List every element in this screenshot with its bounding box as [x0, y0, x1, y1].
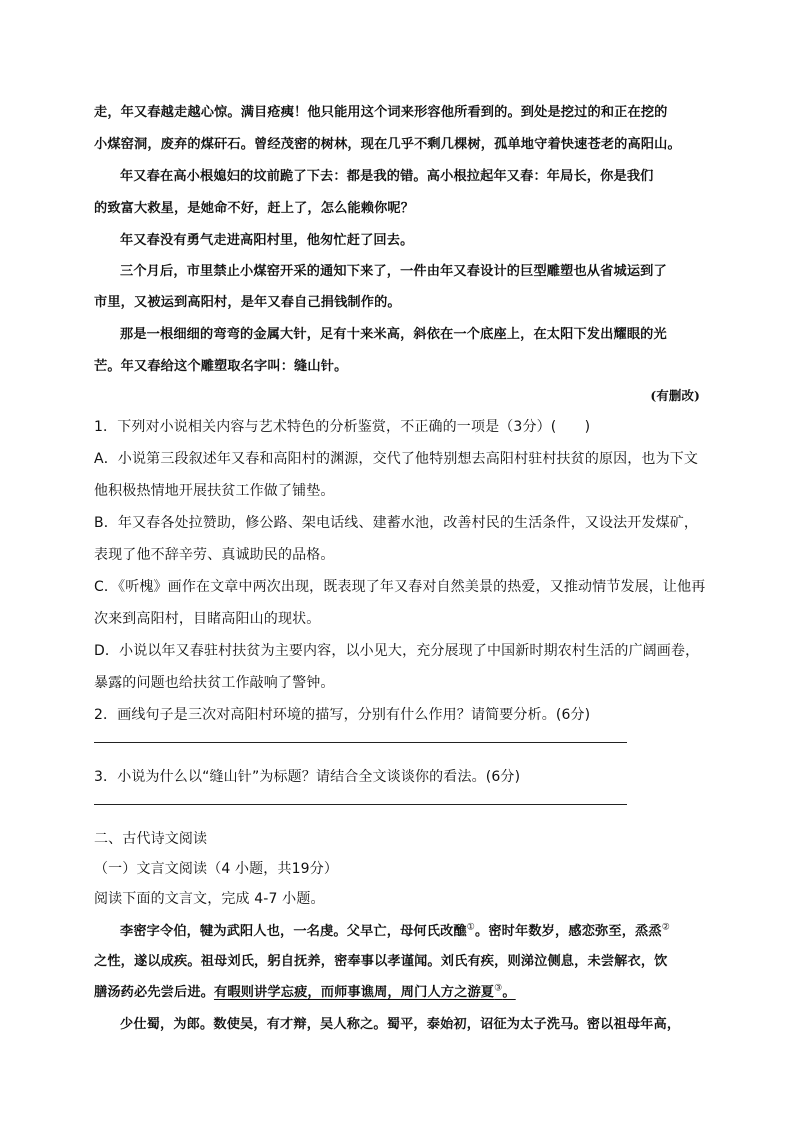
story-paragraph-4-line-2: 市里，又被运到高阳村，是年又春自己捐钱制作的。 [94, 295, 401, 310]
story-paragraph-2-line-1: 年又春在高小根媳妇的坟前跪了下去：都是我的错。高小根拉起年又春：年局长，你是我们 [120, 169, 654, 184]
story-paragraph-2-line-2: 的致富大救星，是她命不好，赶上了，怎么能赖你呢？ [94, 201, 415, 216]
option-a-line-2: 他积极热情地开展扶贫工作做了铺垫。 [94, 483, 335, 499]
footnote-marker-1: ① [466, 922, 475, 933]
classical-text-part: 膳汤药必先尝后进。 [94, 985, 215, 1000]
underlined-sentence [214, 985, 516, 1000]
story-paragraph-5-line-1: 那是一根细细的弯弯的金属大针，足有十来米高，斜依在一个底座上，在太阳下发出耀眼的光 [120, 327, 667, 342]
story-paragraph-4-line-1: 三个月后，市里禁止小煤窑开采的通知下来了，一件由年又春设计的巨型雕塑也从省城运到了 [120, 264, 667, 279]
option-d-line-2: 暴露的问题也给扶贫工作敲响了警钟。 [94, 675, 335, 691]
story-paragraph-3: 年又春没有勇气走进高阳村里，他匆忙赶了回去。 [120, 233, 414, 248]
section-heading: 二、古代诗文阅读 [94, 831, 208, 847]
option-b-line-2: 表现了他不辞辛劳、真诚助民的品格。 [94, 547, 335, 563]
option-b-line-1: B．年又春各处拉赞助，修公路、架电话线、建蓄水池，改善村民的生活条件，又设法开发煤矿， [94, 515, 699, 531]
footnote-marker-2: ② [661, 922, 670, 933]
classical-text-line-3 [94, 981, 516, 1000]
question-2: 2．画线句子是三次对高阳村环境的描写，分别有什么作用？请简要分析。(6分) [94, 707, 591, 723]
underlined-sentence-end: 。 [502, 985, 516, 1000]
reading-instruction: 阅读下面的文言文，完成 4-7 小题。 [94, 891, 325, 907]
underlined-sentence-text: 有暇则讲学忘疲，而师事谯周，周门人方之游夏 [214, 985, 495, 1000]
answer-line-q2 [94, 742, 627, 743]
source-note: (有删改) [650, 388, 700, 403]
classical-text-line-1 [120, 920, 670, 939]
question-3: 3．小说为什么以“缝山针”为标题？请结合全文谈谈你的看法。(6分) [94, 769, 521, 785]
answer-line-q3 [94, 804, 627, 805]
footnote-marker-3: ③ [494, 983, 503, 994]
story-paragraph-1-line-2: 小煤窑洞，废弃的煤矸石。曾经茂密的树林，现在几乎不剩几棵树，孤单地守着快速苍老的高阳山。 [94, 137, 681, 152]
story-paragraph-5-line-2: 芒。年又春给这个雕塑取名字叫：缝山针。 [94, 359, 348, 374]
subsection-heading: （一）文言文阅读（4 小题，共19分） [94, 861, 339, 877]
classical-text-line-2: 之性，遂以成疾。祖母刘氏，躬自抚养，密奉事以孝谨闻。刘氏有疾，则涕泣侧息，未尝解衣，饮 [94, 954, 668, 969]
classical-text-paragraph-2-line-1: 少仕蜀，为郎。数使吴，有才辩，吴人称之。蜀平，泰始初，诏征为太子洗马。密以祖母年高， [120, 1017, 681, 1032]
classical-text-part: 。密时年数岁，感恋弥至，烝烝 [475, 924, 662, 939]
option-d-line-1: D．小说以年又春驻村扶贫为主要内容，以小见大，充分展现了中国新时期农村生活的广阔画卷， [94, 643, 700, 659]
story-paragraph-1-line-1: 走，年又春越走越心惊。满目疮痍！他只能用这个词来形容他所看到的。到处是挖过的和正在挖的 [94, 105, 668, 120]
question-1: 1．下列对小说相关内容与艺术特色的分析鉴赏，不正确的一项是（3分）( ) [94, 419, 591, 435]
option-a-line-1: A．小说第三段叙述年又春和高阳村的渊源，交代了他特别想去高阳村驻村扶贫的原因，也为下文 [94, 451, 699, 467]
option-c-line-2: 次来到高阳村，目睹高阳山的现状。 [94, 611, 321, 627]
classical-text-part: 李密字令伯，犍为武阳人也，一名虔。父早亡，母何氏改醮 [120, 924, 467, 939]
option-c-line-1: C．《听槐》画作在文章中两次出现，既表现了年又春对自然美景的热爱，又推动情节发展，让他再 [94, 579, 706, 595]
